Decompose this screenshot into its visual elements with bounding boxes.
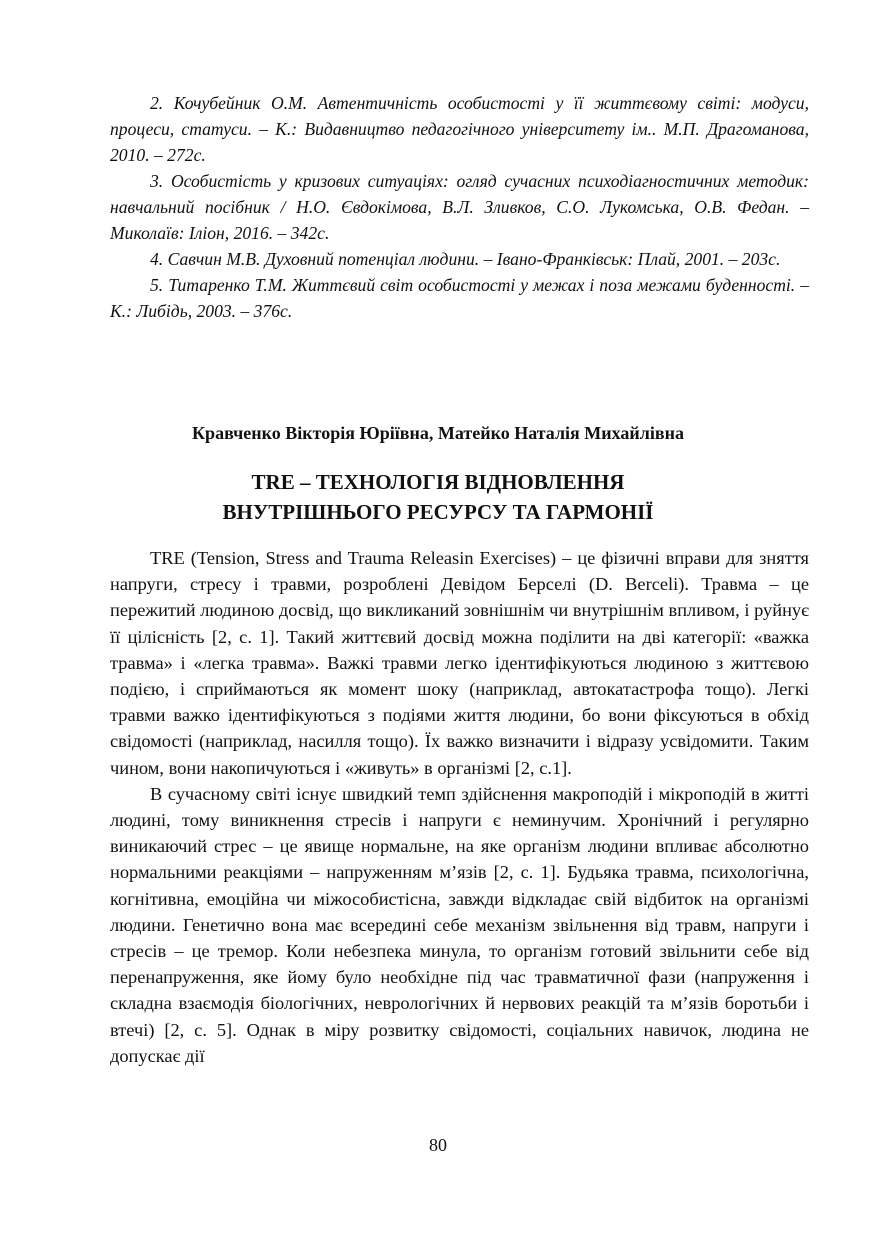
reference-item: 5. Титаренко Т.М. Життєвий світ особистості у межах і поза межами буденності. – К.: Либідь, 2003. – 376с. xyxy=(110,275,809,321)
article-authors: Кравченко Вікторія Юріївна, Матейко Наталія Михайлівна xyxy=(192,423,684,443)
article-body xyxy=(110,545,809,1069)
reference-list xyxy=(110,90,809,324)
page-number: 80 xyxy=(429,1135,447,1155)
reference-item: 2. Кочубейник О.М. Автентичність особистості у її життєвому світі: модуси, процеси, статуси. – К.: Видавництво педагогічного університету ім.. М.П. Драгоманова, 2010. – 272с. xyxy=(110,93,809,165)
article-title xyxy=(60,467,816,527)
reference-item: 4. Савчин М.В. Духовний потенціал людини. – Івано-Франківськ: Плай, 2001. – 203с. xyxy=(150,249,781,269)
reference-item: 3. Особистість у кризових ситуаціях: огляд сучасних психодіагностичних методик: навчальний посібник / Н.О. Євдокімова, В.Л. Зливков, С.О. Лукомська, О.В. Федан. – Миколаїв: Іліон, 2016. – 342с. xyxy=(110,171,809,243)
article-title-line: ВНУТРІШНЬОГО РЕСУРСУ ТА ГАРМОНІЇ xyxy=(222,500,654,524)
body-paragraph: TRE (Tension, Stress and Trauma Releasin Exercises) – це фізичні вправи для зняття напруги, стресу і травми, розроблені Девідом Берселі (D. Berceli). Травма – це пережитий людиною досвід, що викликаний зовнішнім чи внутрішнім впливом, і руйнує її цілісність [2, с. 1]. Такий життєвий досвід можна поділити на дві категорії: «важка травма» і «легка травма». Важкі травми легко ідентифікуються людиною з життєвою подією, і сприймаються як момент шоку (наприклад, автокатастрофа тощо). Легкі травми важко ідентифікуються з подіями життя людини, бо вони фіксуються в обхід свідомості (наприклад, насилля тощо). Їх важко визначити і відразу усвідомити. Таким чином, вони накопичуються і «живуть» в організмі [2, с.1]. xyxy=(110,548,809,778)
body-paragraph: В сучасному світі існує швидкий темп здійснення макроподій і мікроподій в житті людині, тому виникнення стресів і напруги є неминучим. Хронічний і регулярно виникаючий стрес – це явище нормальне, на яке організм людини впливає абсолютно нормальними реакціями – напруженням м’язів [2, с. 1]. Будьяка травма, психологічна, когнітивна, емоційна чи міжособистісна, завжди відкладає свій відбиток на організмі людини. Генетично вона має всередині себе механізм звільнення від травм, напруги і стресів – це тремор. Коли небезпека минула, то організм готовий звільнити себе від перенапруження, яке йому було необхідне під час травматичної фази (напруження і складна взаємодія біологічних, неврологічних й нервових реакцій та м’язів боротьби і втечі) [2, с. 5]. Однак в міру розвитку свідомості, соціальних навичок, людина не допускає дії xyxy=(110,783,809,1066)
article-title-line: TRE – ТЕХНОЛОГІЯ ВІДНОВЛЕННЯ xyxy=(251,470,625,494)
